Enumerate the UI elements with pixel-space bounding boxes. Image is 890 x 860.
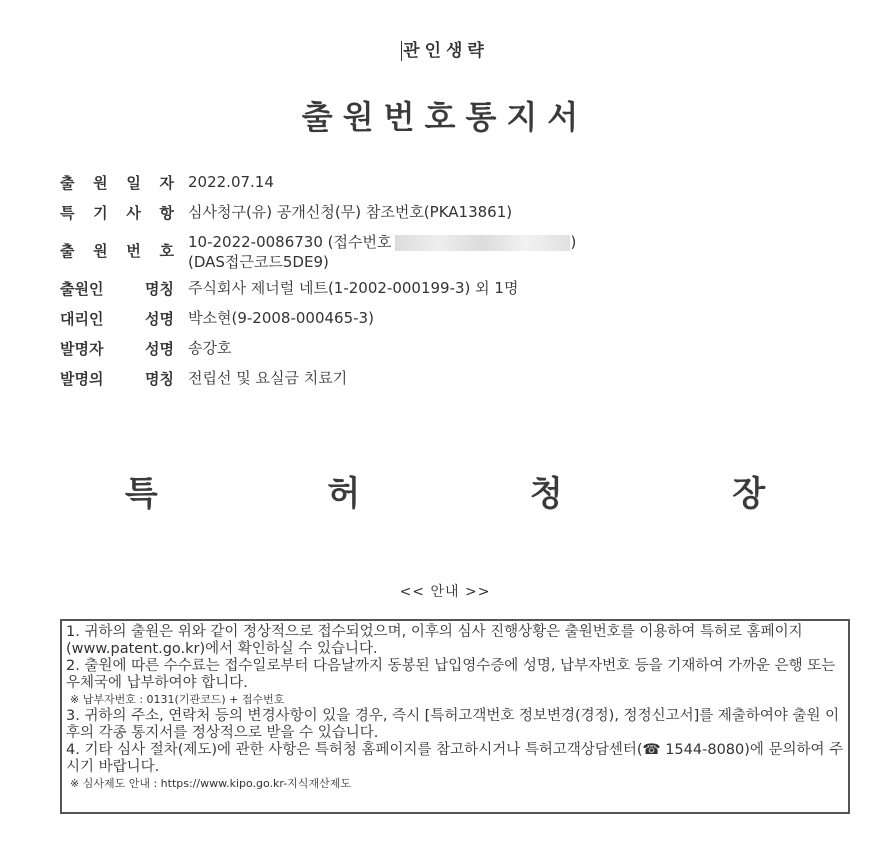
field-filing-date [60,168,840,198]
text-cursor [401,41,402,61]
field-label: 출원인 명칭 [60,280,174,298]
notice-item-2-note: ※ 납부자번호 : 0131(기관코드) + 접수번호 [70,693,285,706]
notice-item-4: 4. 기타 심사 절차(제도)에 관한 사항은 특허청 홈페이지를 참고하시거나 특허고객상담센터(☎ 1544-8080)에 문의하여 주시기 바랍니다. [66,742,844,775]
field-application-number [60,228,840,274]
notice-item-3: 3. 귀하의 주소, 연락처 등의 변경사항이 있을 경우, 즉시 [특허고객번호 정보변경(경정), 정정신고서]를 제출하여야 출원 이후의 각종 통지서를 정상적으로 받을 수 있습니다. [66,708,840,741]
field-agent-name [60,304,840,334]
field-label: 발명자 성명 [60,340,174,358]
notice-item-1: 1. 귀하의 출원은 위와 같이 정상적으로 접수되었으며, 이후의 심사 진행상황은 출원번호를 이용하여 특허로 홈페이지(www.patent.go.kr)에서 확인하실 수 있습니다. [66,624,803,657]
field-inventor-name [60,334,840,364]
notice-box [60,619,850,814]
special-notes-value: 심사청구(유) 공개신청(무) 참조번호(PKA13861) [188,203,513,221]
field-special-notes [60,198,840,228]
agent-name-value: 박소현(9-2008-000465-3) [188,309,374,327]
filing-date-value: 2022.07.14 [188,173,274,191]
field-label: 대리인 성명 [60,310,174,328]
field-label: 출 원 번 호 [60,242,174,260]
application-info-table [60,168,840,394]
notice-heading: << 안내 >> [399,584,491,600]
commissioner-signature: 특 허 청 장 [124,474,766,514]
document-title: 출원번호통지서 [301,98,589,136]
field-label: 특 기 사 항 [60,204,174,222]
notice-item-2: 2. 출원에 따른 수수료는 접수일로부터 다음날까지 동봉된 납입영수증에 성명, 납부자번호 등을 기재하여 가까운 은행 또는 우체국에 납부하여야 합니다. [66,658,840,691]
inventor-name-value: 송강호 [188,339,232,357]
invention-title-value: 전립선 및 요실금 치료기 [188,369,348,387]
application-number-value: 10-2022-0086730 (접수번호 ) (DAS접근코드5DE9) [188,233,577,271]
redacted-receipt-number [395,235,570,251]
applicant-name-value: 주식회사 제너럴 네트(1-2002-000199-3) 외 1명 [188,279,519,297]
field-invention-title [60,364,840,394]
field-label: 발명의 명칭 [60,370,174,388]
field-applicant-name [60,274,840,304]
seal-omitted-label [0,36,890,61]
seal-omitted-text: 관인생략 [403,41,489,61]
notice-item-4-note: ※ 심사제도 안내 : https://www.kipo.go.kr-지식재산제도 [70,777,351,790]
field-label: 출 원 일 자 [60,174,174,192]
